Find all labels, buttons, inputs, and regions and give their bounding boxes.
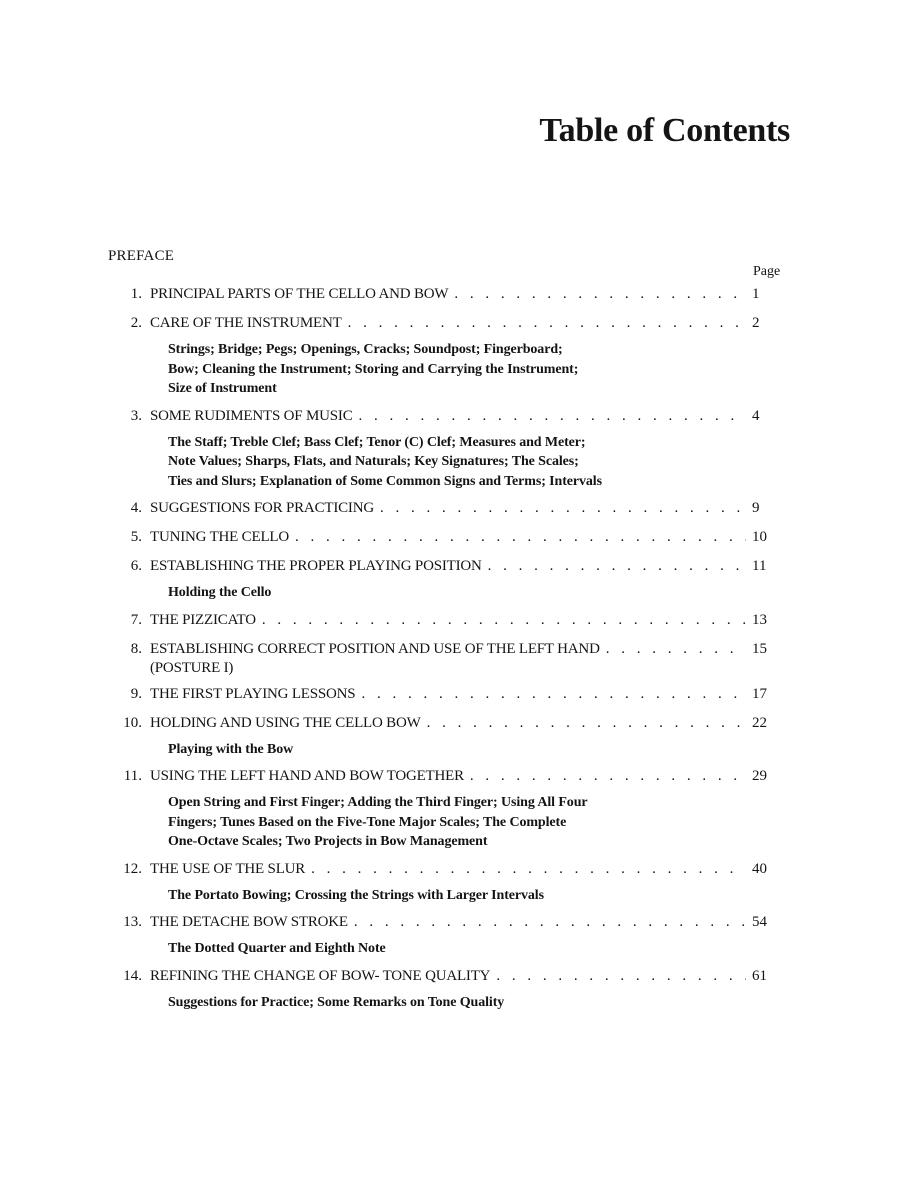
dot-leader xyxy=(361,684,746,704)
toc-entry-row xyxy=(108,766,778,786)
entry-subtopics xyxy=(108,939,728,959)
entry-page-number: 11 xyxy=(752,558,767,574)
toc-entry xyxy=(108,684,778,704)
subtopic-line: Suggestions for Practice; Some Remarks on Tone Quality xyxy=(168,994,505,1010)
subtopic-line: Ties and Slurs; Explanation of Some Common Signs and Terms; Intervals xyxy=(168,473,602,489)
entry-number-text: 3. xyxy=(130,407,142,424)
entry-subtopics xyxy=(108,583,728,603)
entry-page-number: 10 xyxy=(752,529,767,545)
entry-number xyxy=(108,639,142,659)
entry-page-number: 1 xyxy=(752,286,760,302)
entry-page-number: 13 xyxy=(752,611,767,628)
entry-number xyxy=(108,912,142,932)
dot-leader xyxy=(380,498,746,518)
toc-entry xyxy=(108,912,778,959)
entry-title: PRINCIPAL PARTS OF THE CELLO AND BOW xyxy=(150,286,449,302)
entry-number-text: 6. xyxy=(130,558,142,574)
toc-entry-row xyxy=(108,313,778,333)
entry-page-number: 17 xyxy=(752,685,767,702)
entry-number xyxy=(108,684,142,704)
entry-title: THE USE OF THE SLUR xyxy=(150,860,306,877)
toc-entry-row xyxy=(108,527,778,547)
entry-number-text: 4. xyxy=(130,500,142,516)
dot-leader xyxy=(454,284,746,304)
toc-entry-row xyxy=(108,498,778,518)
entry-number xyxy=(108,610,142,630)
entry-number-text: 12. xyxy=(123,860,142,877)
entry-page-number: 61 xyxy=(752,967,767,984)
entry-subtopics xyxy=(108,886,728,906)
entry-page-number: 9 xyxy=(752,500,760,516)
subtopic-line: The Staff; Treble Clef; Bass Clef; Tenor (C) Clef; Measures and Meter; xyxy=(168,434,586,450)
subtopic-line: Note Values; Sharps, Flats, and Naturals; Key Signatures; The Scales; xyxy=(168,454,579,469)
entry-subtopics xyxy=(108,340,728,399)
toc-entry-row xyxy=(108,284,778,304)
entry-number-text: 10. xyxy=(123,714,142,731)
toc-entry-row xyxy=(108,966,778,986)
subtopic-line: Open String and First Finger; Adding the Third Finger; Using All Four xyxy=(168,795,588,810)
entry-title: SUGGESTIONS FOR PRACTICING xyxy=(150,500,374,516)
entry-number xyxy=(108,498,142,518)
toc-entry-row xyxy=(108,406,778,426)
entry-number-text: 2. xyxy=(130,315,142,331)
page-title: Table of Contents xyxy=(539,112,790,149)
entry-number-text: 7. xyxy=(130,611,142,628)
toc-entry-row xyxy=(108,912,778,932)
toc-entry xyxy=(108,966,778,1013)
toc-entry xyxy=(108,284,778,304)
entry-page-number: 2 xyxy=(752,315,760,331)
toc-entry xyxy=(108,313,778,399)
subtopic-line: The Portato Bowing; Crossing the Strings with Larger Intervals xyxy=(168,887,544,903)
subtopic-line: Fingers; Tunes Based on the Five-Tone Major Scales; The Complete xyxy=(168,814,567,830)
toc-entry xyxy=(108,406,778,492)
entry-number xyxy=(108,527,142,547)
entry-number xyxy=(108,766,142,786)
toc-entry xyxy=(108,859,778,906)
toc-entry xyxy=(108,527,778,547)
entry-title-continuation: (POSTURE I) xyxy=(150,659,234,676)
toc-entry-row xyxy=(108,859,778,879)
entry-page-number: 29 xyxy=(752,768,767,784)
entry-number xyxy=(108,556,142,576)
dot-leader xyxy=(359,406,746,426)
toc-entry-row xyxy=(108,639,778,659)
toc-entry xyxy=(108,639,778,677)
entry-title: CARE OF THE INSTRUMENT xyxy=(150,315,342,331)
entry-page-number: 4 xyxy=(752,407,760,424)
entry-number-text: 5. xyxy=(130,529,142,545)
entry-number xyxy=(108,966,142,986)
subtopic-line: The Dotted Quarter and Eighth Note xyxy=(168,941,386,956)
entry-number-text: 11. xyxy=(123,768,142,784)
entry-title: ESTABLISHING THE PROPER PLAYING POSITION xyxy=(150,558,482,574)
entry-subtopics xyxy=(108,993,728,1013)
entry-title: THE DETACHE BOW STROKE xyxy=(150,914,348,930)
dot-leader xyxy=(311,859,746,879)
entry-number-text: 9. xyxy=(130,685,142,702)
entry-number-text: 1. xyxy=(130,286,142,302)
subtopic-line: Bow; Cleaning the Instrument; Storing and Carrying the Instrument; xyxy=(168,361,579,377)
subtopic-line: One-Octave Scales; Two Projects in Bow Management xyxy=(168,834,488,849)
entry-subtopics xyxy=(108,793,728,852)
entry-title: HOLDING AND USING THE CELLO BOW xyxy=(150,714,421,731)
entry-title: USING THE LEFT HAND AND BOW TOGETHER xyxy=(150,768,464,784)
dot-leader xyxy=(354,912,746,932)
toc-entry-row xyxy=(108,713,778,733)
entry-page-number: 22 xyxy=(752,714,767,731)
dot-leader xyxy=(295,527,746,547)
preface-heading: PREFACE xyxy=(108,248,175,264)
subtopic-line: Strings; Bridge; Pegs; Openings, Cracks; Soundpost; Fingerboard; xyxy=(168,342,563,357)
entry-number-text: 13. xyxy=(123,914,142,930)
entry-subtopics xyxy=(108,740,728,760)
toc-entry xyxy=(108,498,778,518)
dot-leader xyxy=(262,610,746,630)
toc-entry-row xyxy=(108,610,778,630)
entry-number xyxy=(108,713,142,733)
toc-entry xyxy=(108,713,778,760)
toc-entry xyxy=(108,766,778,852)
entry-number xyxy=(108,406,142,426)
entry-number-text: 14. xyxy=(123,967,142,984)
subtopic-line: Holding the Cello xyxy=(168,585,272,600)
toc-entry-row xyxy=(108,556,778,576)
entry-page-number: 15 xyxy=(752,640,767,657)
entry-page-number: 40 xyxy=(752,860,767,877)
entry-title: SOME RUDIMENTS OF MUSIC xyxy=(150,407,353,424)
entry-title: REFINING THE CHANGE OF BOW- TONE QUALITY xyxy=(150,967,491,984)
toc-entry xyxy=(108,556,778,603)
dot-leader xyxy=(427,713,746,733)
entry-subtopics xyxy=(108,433,728,492)
page-column-label: Page xyxy=(753,264,781,279)
toc-list xyxy=(108,284,778,1019)
entry-number-text: 8. xyxy=(130,640,142,657)
entry-page-number: 54 xyxy=(752,914,767,930)
subtopic-line: Playing with the Bow xyxy=(168,741,294,757)
entry-number xyxy=(108,313,142,333)
entry-title: THE PIZZICATO xyxy=(150,611,256,628)
toc-entry-row xyxy=(108,684,778,704)
subtopic-line: Size of Instrument xyxy=(168,381,277,396)
toc-entry xyxy=(108,610,778,630)
dot-leader xyxy=(496,966,746,986)
entry-title: ESTABLISHING CORRECT POSITION AND USE OF THE LEFT HAND xyxy=(150,640,600,657)
entry-number xyxy=(108,284,142,304)
entry-title: THE FIRST PLAYING LESSONS xyxy=(150,685,356,702)
dot-leader xyxy=(470,766,746,786)
dot-leader xyxy=(348,313,746,333)
entry-title: TUNING THE CELLO xyxy=(150,529,289,545)
entry-number xyxy=(108,859,142,879)
dot-leader xyxy=(488,556,746,576)
dot-leader xyxy=(606,639,746,659)
